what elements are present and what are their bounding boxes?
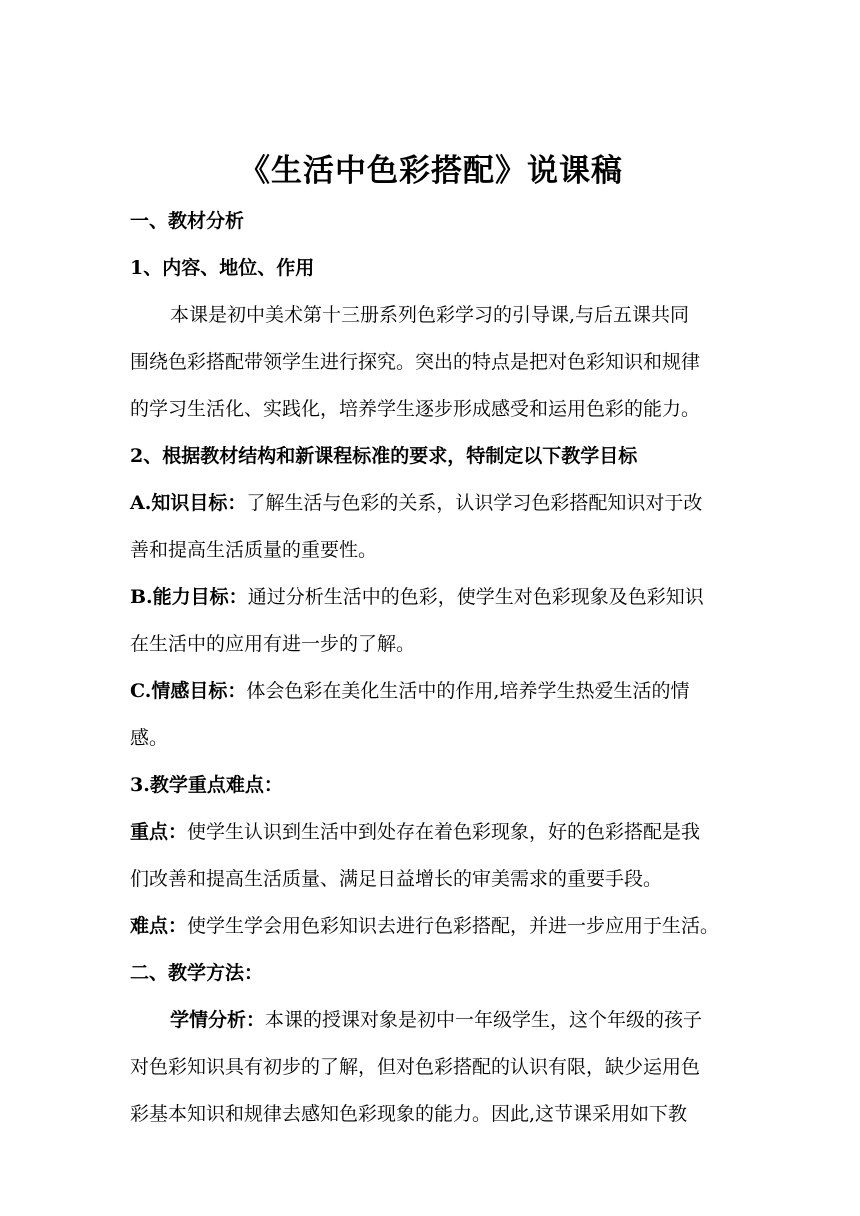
- subheading-content-role: 1、内容、地位、作用: [130, 257, 315, 279]
- goal-emotion-label: C.情感目标：: [130, 680, 247, 702]
- paragraph-line: 们改善和提高生活质量、满足日益增长的审美需求的重要手段。: [130, 868, 663, 890]
- paragraph-line: 善和提高生活质量的重要性。: [130, 539, 378, 561]
- paragraph-line: 本课是初中美术第十三册系列色彩学习的引导课,与后五课共同: [170, 304, 690, 326]
- section-heading-textbook-analysis: 一、教材分析: [130, 210, 245, 232]
- key-point: [130, 809, 732, 856]
- paragraph-line: 在生活中的应用有进一步的了解。: [130, 633, 416, 655]
- goal-emotion: [130, 668, 732, 715]
- difficult-point-text: 使学生学会用色彩知识去进行色彩搭配，并进一步应用于生活。: [187, 915, 720, 937]
- section-heading-teaching-methods: 二、教学方法：: [130, 962, 264, 984]
- key-point-label: 重点：: [130, 821, 188, 843]
- document-title: 《生活中色彩搭配》说课稿: [239, 153, 623, 189]
- goal-knowledge: [130, 480, 732, 527]
- student-analysis: [130, 997, 732, 1044]
- document-page: [130, 148, 732, 1138]
- subheading-teaching-goals: 2、根据教材结构和新课程标准的要求，特制定以下教学目标: [130, 445, 638, 467]
- paragraph-line: 围绕色彩搭配带领学生进行探究。突出的特点是把对色彩知识和规律: [130, 351, 701, 373]
- student-analysis-text: 本课的授课对象是初中一年级学生，这个年级的孩子: [265, 1009, 703, 1031]
- goal-ability: [130, 574, 732, 621]
- key-point-text: 使学生认识到生活中到处存在着色彩现象，好的色彩搭配是我: [187, 821, 701, 843]
- paragraph-line: 感。: [130, 727, 169, 749]
- goal-knowledge-text: 了解生活与色彩的关系，认识学习色彩搭配知识对于改: [246, 492, 703, 514]
- paragraph-line: 的学习生活化、实践化，培养学生逐步形成感受和运用色彩的能力。: [130, 398, 701, 420]
- student-analysis-label: 学情分析：: [170, 1009, 266, 1031]
- goal-ability-label: B.能力目标：: [130, 586, 248, 608]
- subheading-key-difficulties: 3.教学重点难点：: [130, 774, 283, 796]
- paragraph-line: 彩基本知识和规律去感知色彩现象的能力。因此,这节课采用如下教: [130, 1103, 688, 1125]
- goal-knowledge-label: A.知识目标：: [130, 492, 247, 514]
- paragraph-line: 对色彩知识具有初步的了解，但对色彩搭配的认识有限，缺少运用色: [130, 1056, 701, 1078]
- goal-ability-text: 通过分析生活中的色彩，使学生对色彩现象及色彩知识: [247, 586, 704, 608]
- difficult-point-label: 难点：: [130, 915, 188, 937]
- difficult-point: [130, 903, 732, 950]
- goal-emotion-text: 体会色彩在美化生活中的作用,培养学生热爱生活的情: [246, 680, 690, 702]
